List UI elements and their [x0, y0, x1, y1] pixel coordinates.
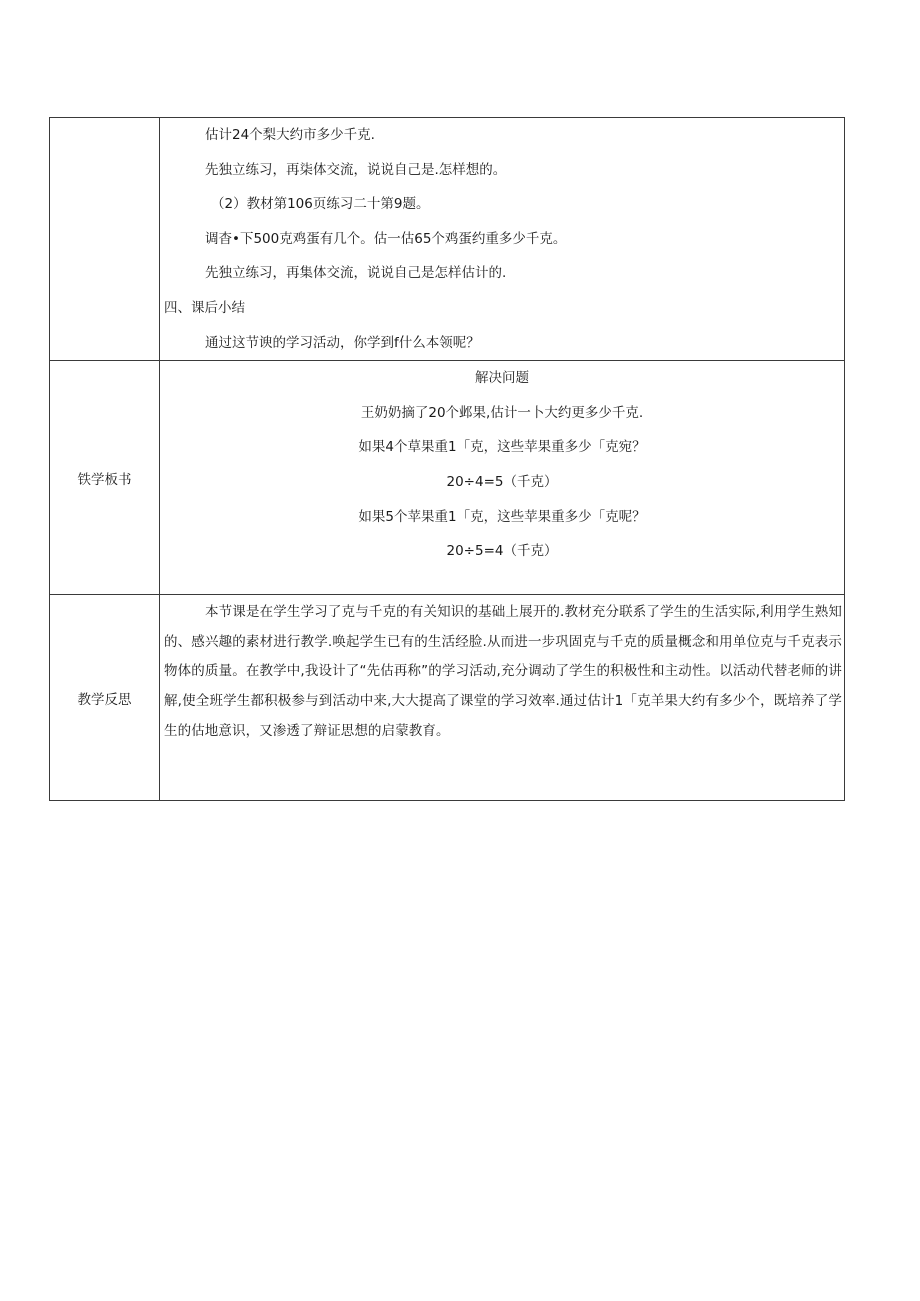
board-equation: 20÷5=4（千克） — [446, 543, 558, 560]
board-line: 如果5个苹果重1「克，这些苹果重多少「克呢？ — [358, 508, 646, 525]
reflection-label: 教学反思 — [50, 595, 160, 801]
process-line: 估计24个梨大约市多少千克. — [205, 127, 375, 143]
board-content-cell — [160, 361, 845, 595]
process-label-cell — [50, 118, 160, 361]
board-equation: 20÷4=5（千克） — [446, 473, 558, 490]
process-line: 通过这节谀的学习活动，你学到f什么本领呢？ — [205, 334, 480, 351]
lesson-plan-table — [49, 117, 845, 801]
reflection-text: 本节课是在学生学习了克与千克的有关知识的基础上展开的.教材充分联系了学生的生活实际,利用学生熟知的、感兴趣的素材进行教学.唤起学生已有的生活经脸.从而进一步巩固克与千克的质量概念和用单位克与千克表示物体的质量。在教学中,我设计了“先估再称”的学习活动,充分调动了学生的积极性和主动性。以活动代替老师的讲解,使全班学生都积极参与到活动中来,大大提高了课堂的学习效率.通过估计1「克羊果大约有多少个，既培养了学生的估地意识，又渗透了辩证思想的启蒙教育。 — [164, 604, 842, 739]
board-title: 解决问题 — [475, 370, 529, 387]
process-line: （2）教材第106页练习二十第9题。 — [211, 196, 430, 213]
reflection-content-cell — [160, 595, 845, 801]
board-label: 铁学板书 — [50, 361, 160, 595]
board-line: 如果4个草果重1「克，这些苹果重多少「克宛？ — [358, 439, 646, 456]
reflection-row — [50, 595, 845, 801]
section-heading: 四、课后小结 — [164, 299, 245, 316]
board-row — [50, 361, 845, 595]
process-row — [50, 118, 845, 361]
process-line: 先独立练习，再集体交流，说说自己是怎样估计的. — [205, 265, 507, 282]
process-content-cell — [160, 118, 845, 361]
board-line: 王奶奶摘了20个邺果,估计一卜大约更多少千克. — [360, 404, 644, 421]
process-line: 调杳•下500克鸡蛋有几个。估一估65个鸡蛋约重多少千克。 — [205, 230, 567, 247]
process-line: 先独立练习，再柒体交流，说说自己是.怎样想的。 — [205, 161, 507, 178]
